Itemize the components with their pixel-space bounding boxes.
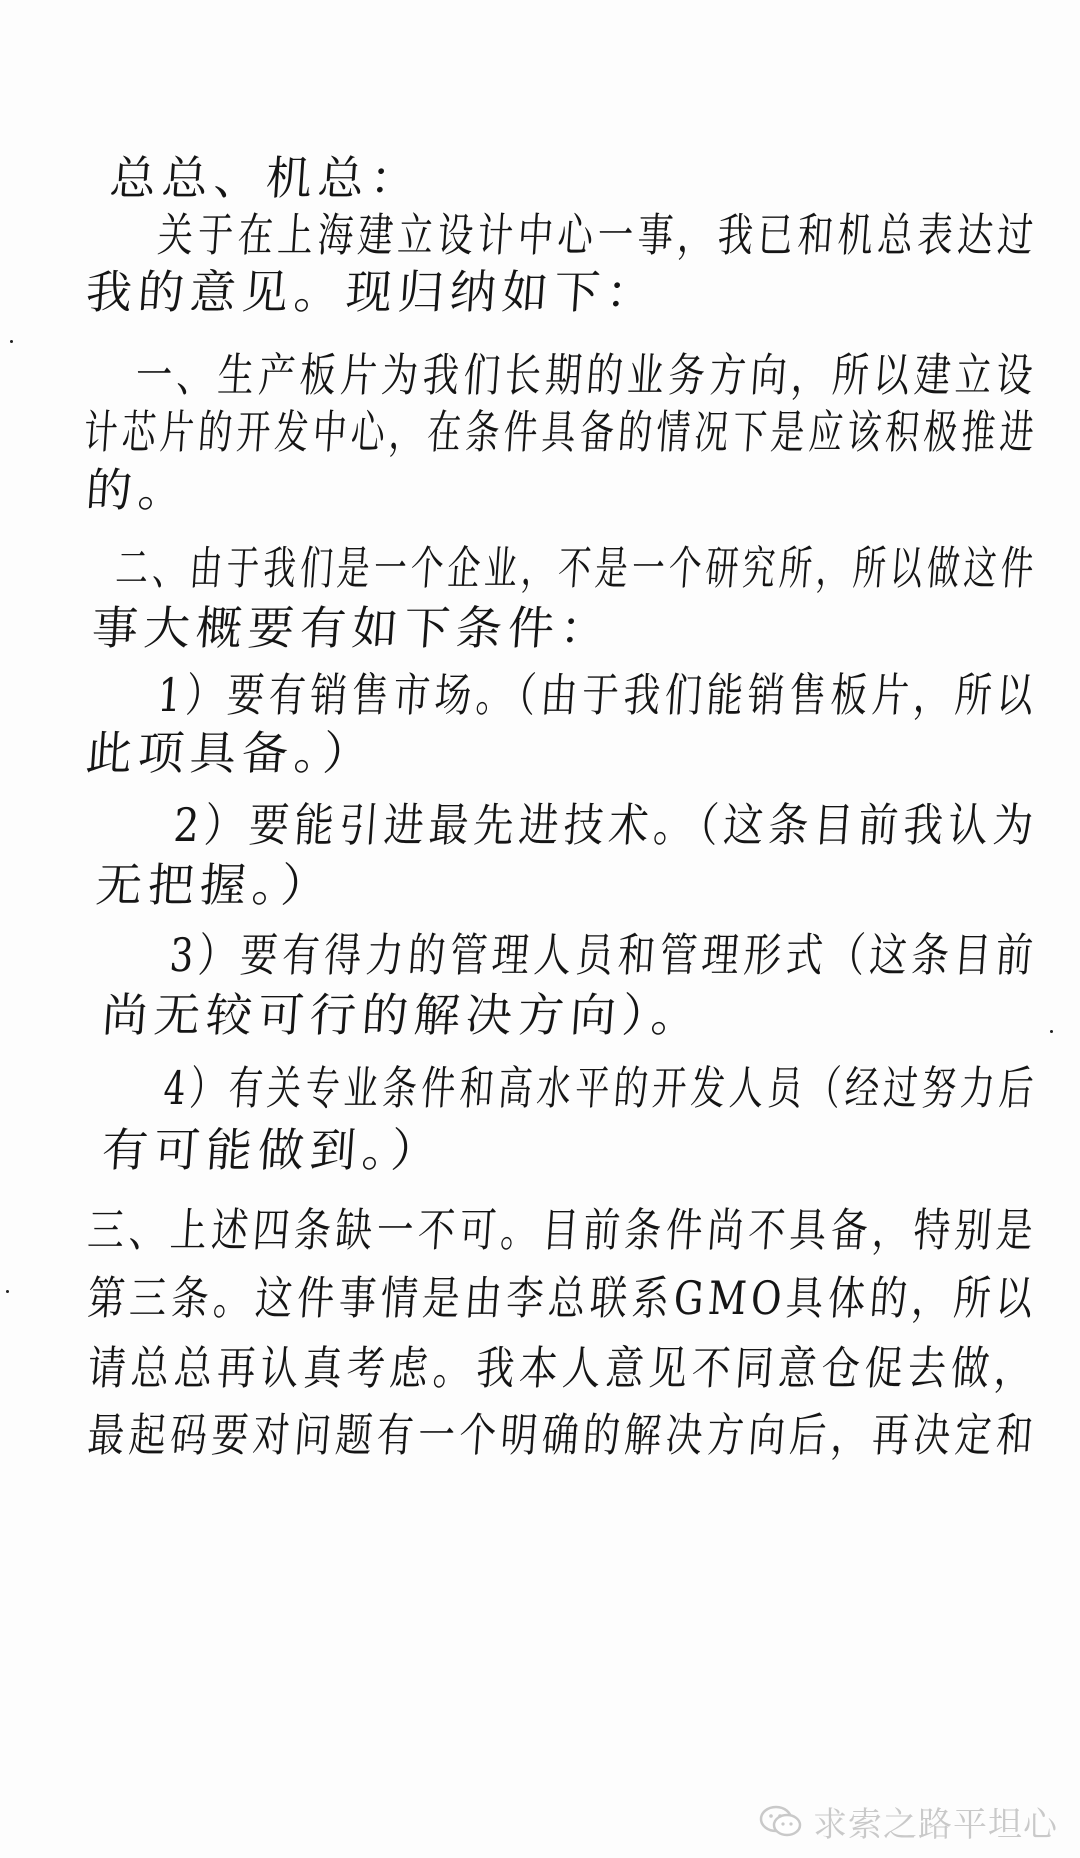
scan-speck [6,1290,9,1293]
letter-line: 1）要有销售市场。（由于我们能销售板片，所以 [156,668,1040,722]
letter-line: 无把握。） [94,858,335,912]
letter-line: 此项具备。） [84,726,377,780]
scan-speck [1050,1030,1053,1033]
letter-line: 3）要有得力的管理人员和管理形式（这条目前 [168,928,1040,982]
letter-line: 二、由于我们是一个企业，不是一个研究所，所以做这件 [114,541,1040,595]
letter-line: 我的意见。现归纳如下： [84,265,660,319]
letter-line: 三、上述四条缺一不可。目前条件尚不具备，特别是 [86,1203,1040,1257]
letter-line: 计芯片的开发中心，在条件具备的情况下是应该积极推进 [82,405,1040,459]
letter-salutation: 总总、机总： [108,151,424,205]
letter-line: 最起码要对问题有一个明确的解决方向后，再决定和 [86,1408,1040,1462]
watermark [759,1797,1058,1846]
letter-line: 关于在上海建立设计中心一事，我已和机总表达过 [156,208,1040,262]
letter-line: 4）有关专业条件和高水平的开发人员（经过努力后 [162,1061,1040,1115]
letter-line: 一、生产板片为我们长期的业务方向，所以建立设 [134,348,1040,402]
letter-line: 第三条。这件事情是由李总联系GMO具体的，所以 [86,1271,1040,1325]
letter-line: 事大概要有如下条件： [90,601,614,655]
watermark-text: 求索之路平坦心 [813,1805,1058,1845]
wechat-icon [759,1804,803,1840]
letter-line: 请总总再认真考虑。我本人意见不同意仓促去做， [86,1341,1040,1395]
letter-line: 的。 [84,463,192,517]
letter-line: 尚无较可行的解决方向）。 [100,988,705,1042]
scan-speck [10,340,13,343]
letter-line: 2）要能引进最先进技术。（这条目前我认为 [172,798,1041,852]
letter-line: 有可能做到。） [100,1123,445,1177]
